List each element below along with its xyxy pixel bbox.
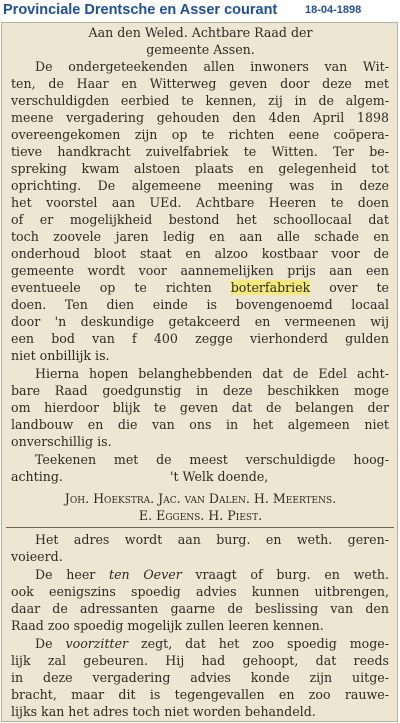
text-line: een bod van f 400 zegge vierhonderd gulden bbox=[11, 331, 389, 346]
publication-date: 18-04-1898 bbox=[305, 4, 362, 16]
text-line: bare Raad goedgunstig in deze beschikken moge bbox=[11, 383, 389, 398]
address-line: gemeente Assen. bbox=[146, 42, 255, 57]
text-line: achting. bbox=[11, 469, 63, 484]
newspaper-clipping bbox=[1, 22, 398, 722]
text-line: Hierna hopen belanghebbenden dat de Edel acht- bbox=[35, 366, 389, 381]
text-line: oprichting. De algemeene meening was in deze bbox=[11, 178, 389, 193]
search-highlight: boterfabriek bbox=[230, 280, 311, 295]
text-line: lijks kan het adres toch niet worden behandeld. bbox=[11, 704, 316, 719]
text-line: het voorstel aan UEd. Achtbare Heeren te doen bbox=[11, 195, 389, 210]
text-line: ook eenigszins spoedig advies kunnen uitbrengen, bbox=[11, 584, 389, 599]
text-line: landbouw en die van ons in het algemeen niet bbox=[11, 417, 389, 432]
text-line: onverschillig is. bbox=[11, 434, 112, 449]
text-line: De ondergeteekenden allen inwoners van Wit- bbox=[35, 59, 389, 74]
text-line: Het adres wordt aan burg. en weth. geren- bbox=[35, 532, 389, 547]
text-line bbox=[35, 566, 389, 583]
text-line: Raad zoo spoedig mogelijk zullen leeren kennen. bbox=[11, 618, 324, 633]
text-line: toch zoovele jaren ledig en aan alle schade en bbox=[11, 229, 389, 244]
text-line: om hierdoor blijk te geven dat de belangen der bbox=[11, 400, 389, 415]
text-line: Teekenen met de meest verschuldigde hoog- bbox=[35, 452, 389, 467]
text-line: lijk zal gebeuren. Hij had gehoopt, dat reeds bbox=[11, 653, 389, 668]
text-after: zegt, dat het zoo spoedig moge- bbox=[128, 636, 389, 651]
text-before: De bbox=[35, 636, 66, 651]
text-before: De heer bbox=[35, 567, 110, 582]
text-line: onderhoud bloot staat en alzoo kostbaar voor de bbox=[11, 246, 389, 261]
text-line: meene vergadering gehouden den 4den April 1898 bbox=[11, 110, 389, 125]
address-line: Aan den Weled. Achtbare Raad der bbox=[88, 25, 313, 40]
masthead bbox=[0, 0, 400, 22]
text-line-highlight bbox=[11, 279, 389, 296]
text-line: doen. Ten dien einde is bovengenoemd locaal bbox=[11, 297, 389, 312]
text-line: overeengekomen zijn op te richten eene coöpera- bbox=[11, 127, 389, 142]
closing-phrase: 't Welk doende, bbox=[170, 469, 269, 484]
text-line: in deze vergadering advies konde zijn uitge- bbox=[11, 670, 389, 685]
text-line: tieve handkracht zuivelfabriek te Witten. Ter be- bbox=[11, 144, 389, 159]
speaker-name: ten Oever bbox=[109, 567, 182, 582]
text-after: over te bbox=[310, 280, 389, 295]
text-before: eventueele op te richten bbox=[11, 280, 231, 295]
newspaper-title: Provinciale Drentsche en Asser courant bbox=[3, 2, 278, 18]
text-line: niet onbillijk is. bbox=[11, 348, 110, 363]
signatories-line: E. Eggens. H. Piest. bbox=[138, 508, 263, 523]
text-line: voieerd. bbox=[11, 549, 63, 564]
speaker-name: voorzitter bbox=[65, 636, 129, 651]
text-line: spreking kwam alstoen plaats en gelegenheid tot bbox=[11, 161, 389, 176]
divider-rule bbox=[6, 527, 394, 528]
text-line: daar de adressanten gaarne de beslissing van den bbox=[11, 601, 389, 616]
signatories-line: Joh. Hoekstra. Jac. van Dalen. H. Meertens. bbox=[64, 491, 337, 506]
text-line: gemeente wordt voor aannemelijken prijs aan een bbox=[11, 263, 389, 278]
text-line: bracht, maar dit is tegengevallen en zoo rauwe- bbox=[11, 687, 389, 702]
text-after: vraagt of burg. en weth. bbox=[181, 567, 390, 582]
text-line: of er mogelijkheid bestond het schoollocaal dat bbox=[11, 212, 389, 227]
text-line bbox=[35, 635, 389, 652]
text-line: door 'n deskundige getakceerd en vermeenen wij bbox=[11, 314, 389, 329]
text-line: ten, de Haar en Witterweg geven door deze met bbox=[11, 76, 389, 91]
text-line: verschuldigden eerbied te kennen, zij in de algem- bbox=[11, 93, 389, 108]
